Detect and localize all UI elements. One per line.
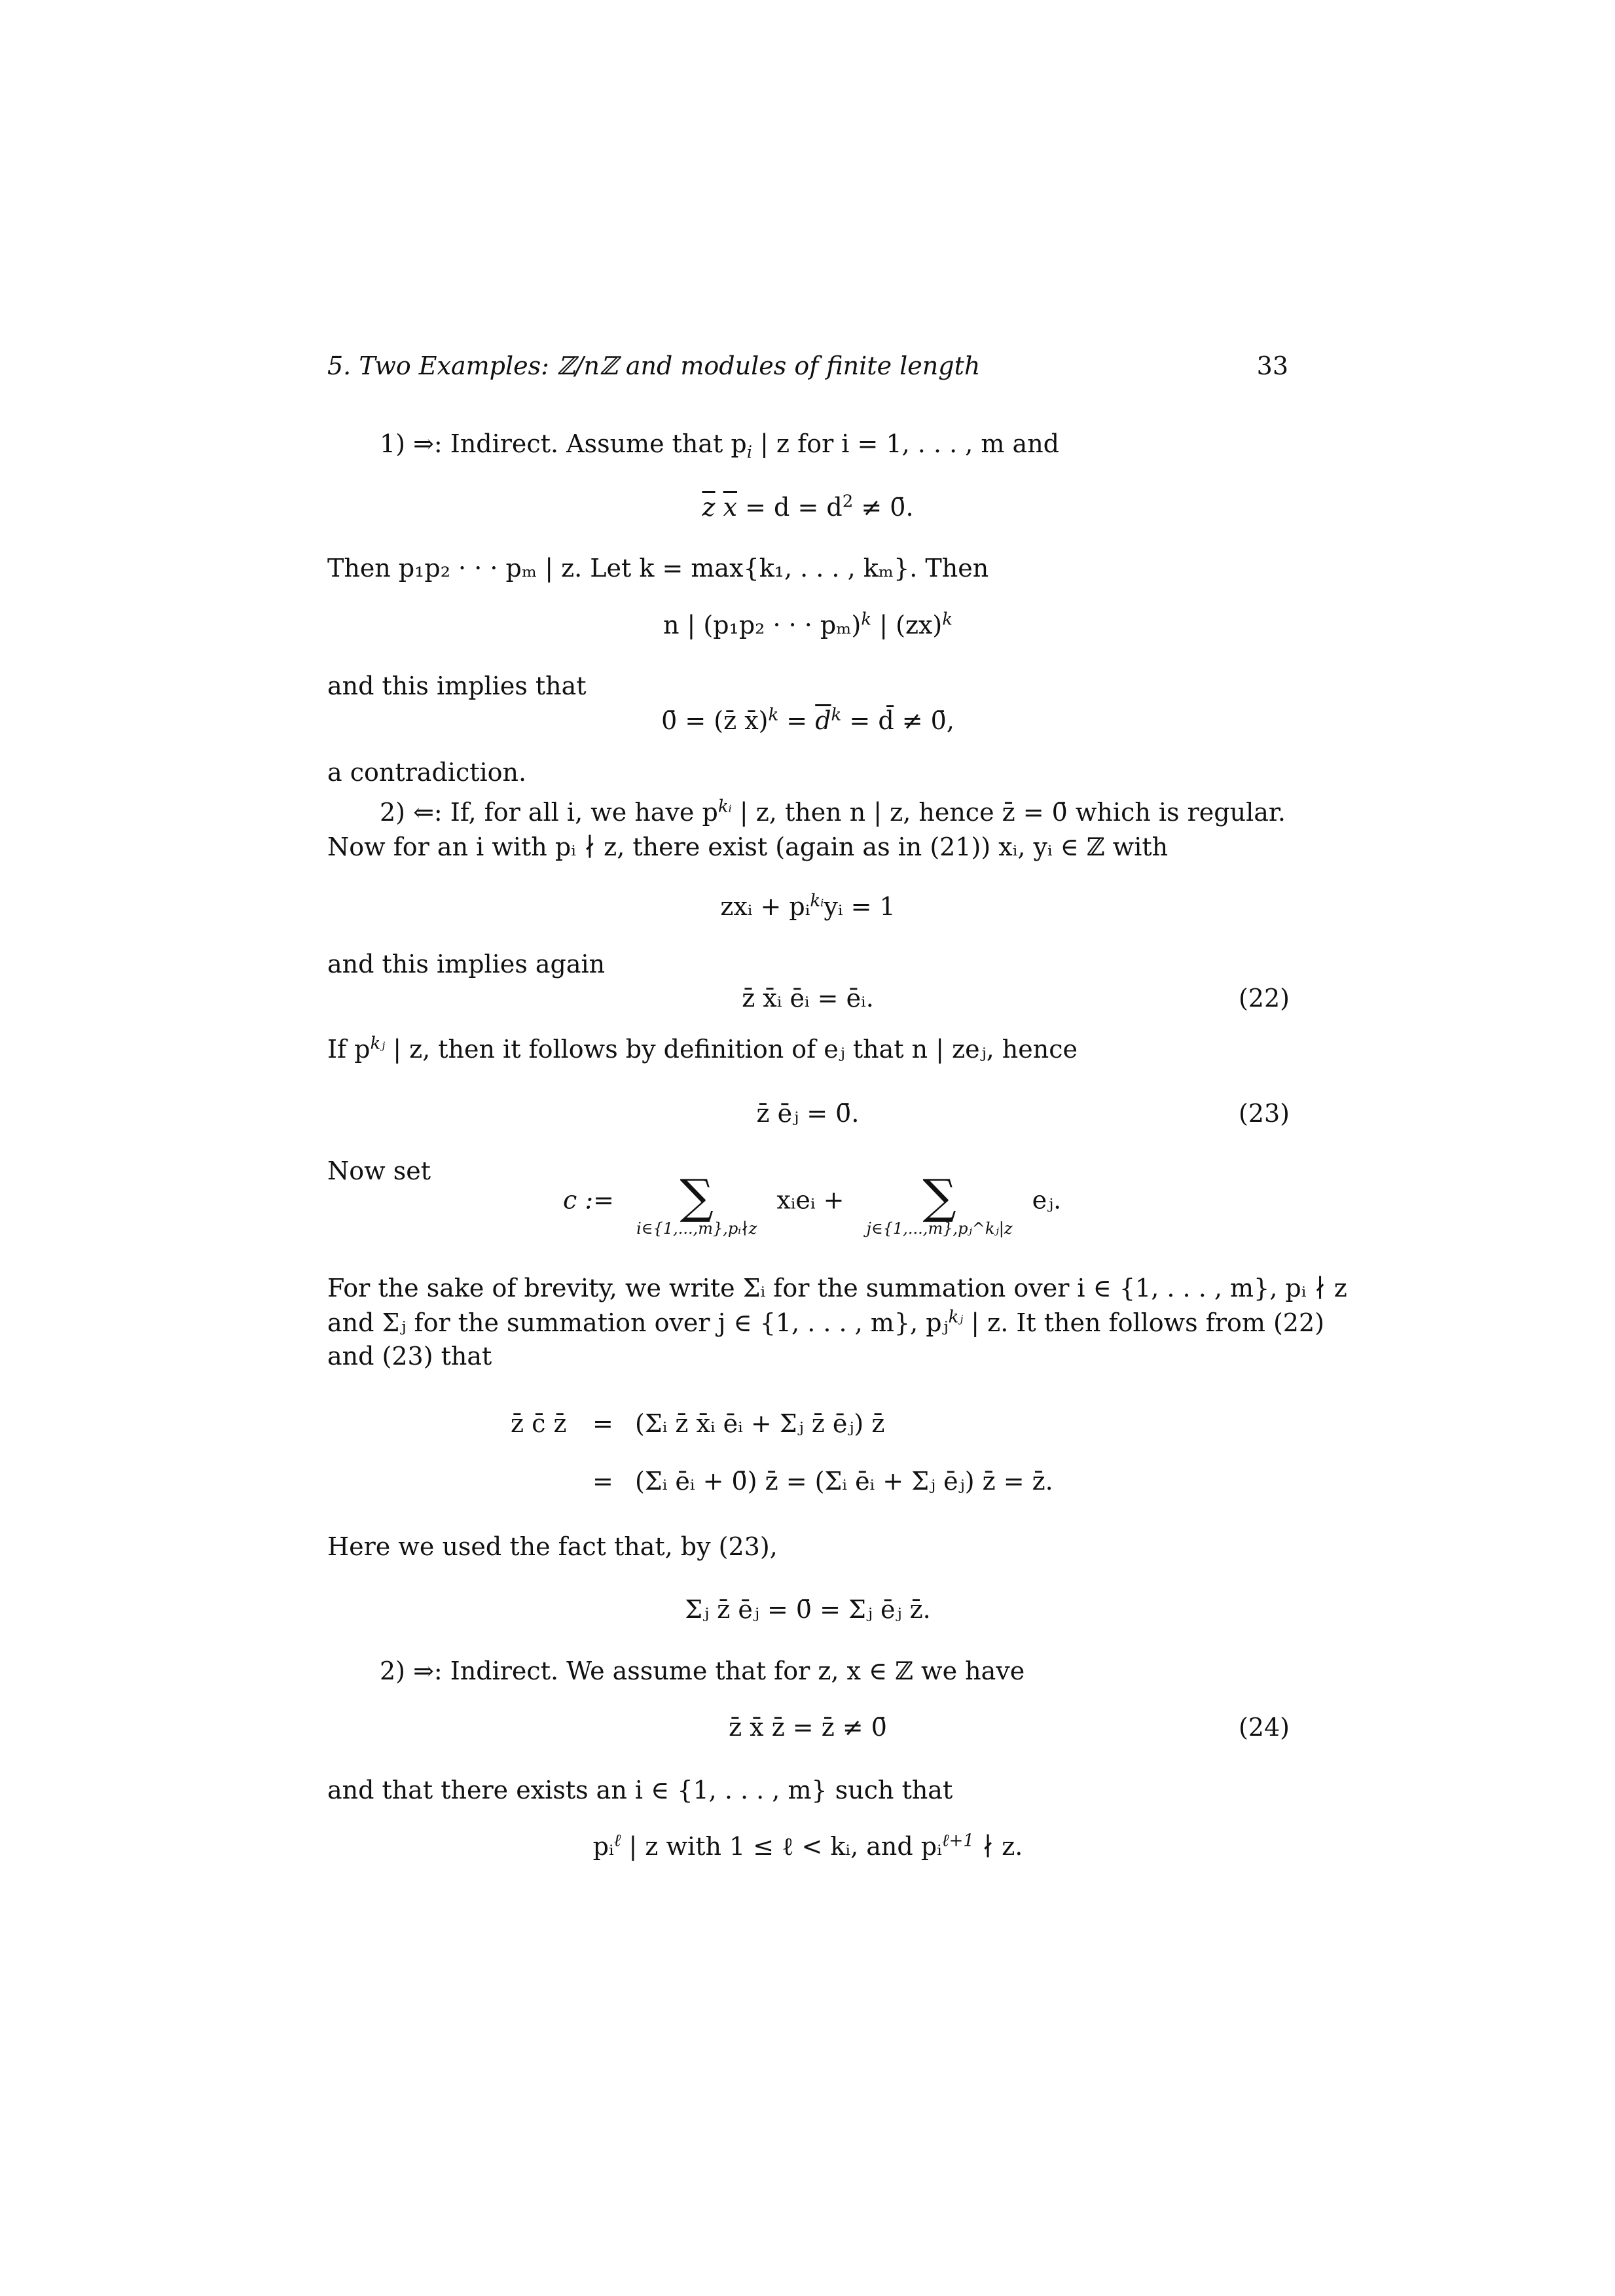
equation-zx: $\overline{z}$ $\overline{x} = d = d^2$ ≠ 0̄. xyxy=(702,492,914,522)
paragraph-4: 2) ⇒: Indirect. We assume that for z, x ∈ ℤ we have xyxy=(380,1657,1025,1685)
equation-zcz-lhs: z̄ c̄ z̄ xyxy=(511,1409,567,1438)
text-exists: and that there exists an i ∈ {1, . . . , m} such that xyxy=(327,1776,953,1804)
text-here: Here we used the fact that, by (23), xyxy=(327,1532,778,1561)
paragraph-2-line-1: 2) ⇐: If, for all i, we have $p^{kᵢ}$ | z, then n | z, hence z̄ = 0̄ which is regular. xyxy=(380,797,1286,827)
equation-bezout: zxᵢ + pᵢ$^{kᵢ}$yᵢ = 1 xyxy=(720,891,896,921)
paragraph-then: Then p₁p₂ · · · pₘ | z. Let k = max{k₁, . . . , kₘ}. Then xyxy=(327,554,989,583)
paragraph-1: 1) ⇒: Indirect. Assume that $p_i$ | z for i = 1, . . . , m and xyxy=(380,429,1059,463)
equation-final: pᵢ$^\ell$ | z with 1 ≤ ℓ < kᵢ, and pᵢ$^{\ell+1}$ ∤ z. xyxy=(592,1831,1023,1861)
equation-zcz-line-1: (Σᵢ z̄ x̄ᵢ ēᵢ + Σⱼ z̄ ēⱼ) z̄ xyxy=(635,1409,885,1438)
equation-zcz-eq-1: = xyxy=(592,1409,613,1438)
text-implies-again: and this implies again xyxy=(327,950,606,978)
equation-number-22: (22) xyxy=(1238,984,1290,1013)
equation-zcz-line-2: (Σᵢ ēᵢ + 0̄) z̄ = (Σᵢ ēᵢ + Σⱼ ēⱼ) z̄ = z̄. xyxy=(635,1467,1053,1496)
equation-n-divides: n | (p₁p₂ · · · pₘ)$^k$ | (zx)$^k$ xyxy=(663,609,953,639)
equation-22: z̄ x̄ᵢ ēᵢ = ēᵢ. xyxy=(742,984,874,1013)
sum-over-i: ∑ i∈{1,...,m},pᵢ∤z xyxy=(636,1169,757,1238)
equation-zero: 0̄ = (z̄ x̄)$^k$ = $\overline{d}^k$ = d̄ ≠ 0̄, xyxy=(661,705,954,735)
paragraph-brevity-line-3: and (23) that xyxy=(327,1342,492,1371)
equation-fact: Σⱼ z̄ ēⱼ = 0̄ = Σⱼ ēⱼ z̄. xyxy=(685,1595,931,1624)
paragraph-brevity-line-2: and Σⱼ for the summation over j ∈ {1, . . . , m}, pⱼ$^{kⱼ}$ | z. It then follows from (22) xyxy=(327,1307,1324,1337)
equation-23: z̄ ēⱼ = 0̄. xyxy=(756,1099,860,1128)
equation-24: z̄ x̄ z̄ = z̄ ≠ 0̄ xyxy=(729,1713,887,1742)
paragraph-2-line-2: Now for an i with pᵢ ∤ z, there exist (again as in (21)) xᵢ, yᵢ ∈ ℤ with xyxy=(327,833,1169,861)
paragraph-3: If $p^{kⱼ}$ | z, then it follows by definition of eⱼ that n | zeⱼ, hence xyxy=(327,1033,1078,1064)
equation-zcz-eq-2: = xyxy=(592,1467,613,1496)
running-header: 5. Two Examples: ℤ/nℤ and modules of finite length xyxy=(327,351,981,380)
text-contradiction: a contradiction. xyxy=(327,758,527,787)
sum-over-j: ∑ j∈{1,...,m},pⱼ^kⱼ|z xyxy=(866,1169,1013,1238)
text-now-set: Now set xyxy=(327,1157,431,1185)
equation-number-23: (23) xyxy=(1238,1099,1290,1128)
page-number: 33 xyxy=(1256,351,1288,380)
paragraph-brevity-line-1: For the sake of brevity, we write Σᵢ for the summation over i ∈ {1, . . . , m}, pᵢ ∤ z xyxy=(327,1274,1347,1302)
equation-c-definition: c := ∑ i∈{1,...,m},pᵢ∤z xᵢeᵢ + ∑ j∈{1,...,m},pⱼ^kⱼ|z eⱼ. xyxy=(563,1169,1062,1238)
equation-number-24: (24) xyxy=(1238,1713,1290,1742)
text-implies: and this implies that xyxy=(327,672,587,700)
